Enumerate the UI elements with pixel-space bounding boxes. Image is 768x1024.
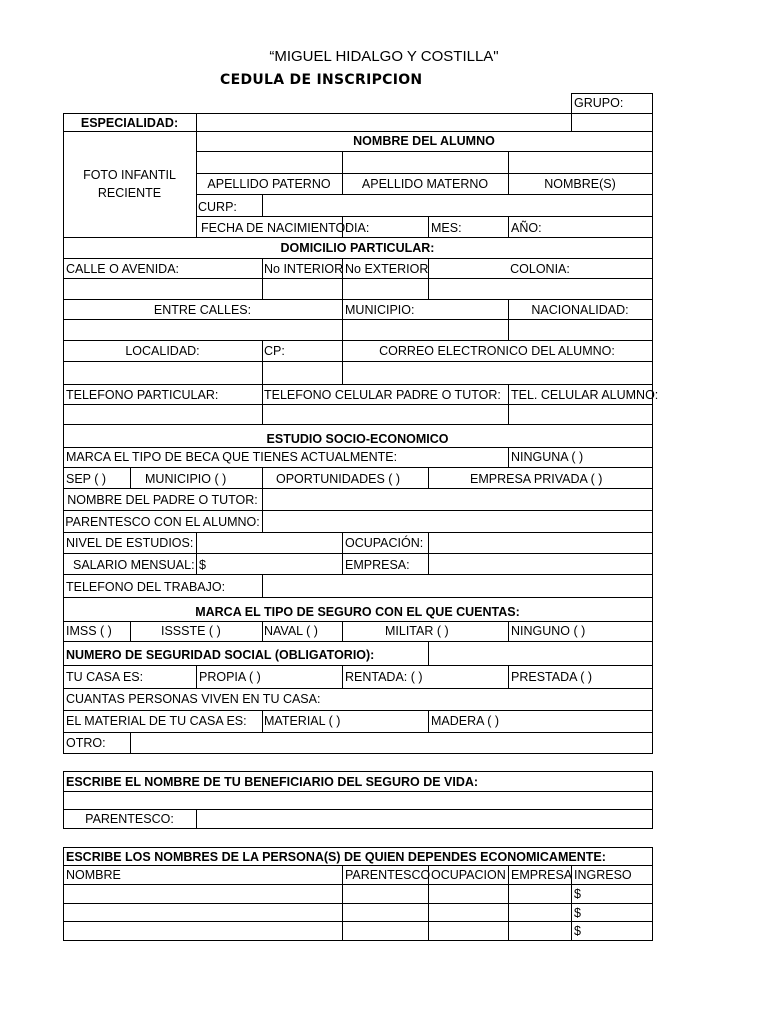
ingreso-cell: $ — [574, 924, 581, 938]
ingreso-cell: $ — [574, 887, 581, 901]
empresa-label: EMPRESA: — [345, 558, 410, 572]
foto-label-line2: RECIENTE — [97, 186, 162, 200]
col-header-parentesco: PARENTESCO — [345, 868, 431, 882]
localidad-label: LOCALIDAD: — [125, 344, 200, 358]
curp-label: CURP: — [198, 200, 237, 214]
ninguna-option[interactable]: NINGUNA ( ) — [511, 450, 584, 464]
no-exterior-label: No EXTERIOR — [345, 262, 429, 276]
grupo-label: GRUPO: — [574, 96, 624, 110]
madera-option[interactable]: MADERA ( ) — [431, 714, 500, 728]
dia-label: DIA: — [345, 221, 370, 235]
empresa-privada-option[interactable]: EMPRESA PRIVADA ( ) — [470, 472, 603, 486]
nombres-label: NOMBRE(S) — [544, 177, 616, 191]
parentesco-label: PARENTESCO: — [85, 812, 174, 826]
seguro-header: MARCA EL TIPO DE SEGURO CON EL QUE CUENTAS: — [195, 605, 520, 619]
municipio-option[interactable]: MUNICIPIO ( ) — [145, 472, 227, 486]
imss-option[interactable]: IMSS ( ) — [66, 624, 112, 638]
col-header-ingreso: INGRESO — [574, 868, 632, 882]
correo-label: CORREO ELECTRONICO DEL ALUMNO: — [379, 344, 615, 358]
col-header-ocupacion: OCUPACION — [431, 868, 506, 882]
ocupacion-label: OCUPACIÓN: — [345, 536, 424, 550]
col-header-empresa: EMPRESA — [511, 868, 573, 882]
anio-label: AÑO: — [511, 221, 542, 235]
salario-dollar: $ — [199, 558, 206, 572]
estudio-header: ESTUDIO SOCIO-ECONOMICO — [266, 432, 449, 446]
tu-casa-label: TU CASA ES: — [66, 670, 144, 684]
mes-label: MES: — [431, 221, 462, 235]
school-name: “MIGUEL HIDALGO Y COSTILLA" — [269, 48, 499, 65]
nacionalidad-label: NACIONALIDAD: — [531, 303, 629, 317]
tel-particular-label: TELEFONO PARTICULAR: — [66, 388, 219, 402]
rentada-option[interactable]: RENTADA: ( ) — [345, 670, 423, 684]
nivel-estudios-label: NIVEL DE ESTUDIOS: — [66, 536, 194, 550]
nombre-padre-label: NOMBRE DEL PADRE O TUTOR: — [67, 493, 258, 507]
cuantas-personas-label: CUANTAS PERSONAS VIVEN EN TU CASA: — [66, 692, 321, 706]
material-option[interactable]: MATERIAL ( ) — [264, 714, 341, 728]
apellido-paterno-label: APELLIDO PATERNO — [207, 177, 331, 191]
form-title: CEDULA DE INSCRIPCION — [220, 72, 423, 88]
prestada-option[interactable]: PRESTADA ( ) — [511, 670, 593, 684]
entre-calles-label: ENTRE CALLES: — [153, 303, 252, 317]
sep-option[interactable]: SEP ( ) — [66, 472, 107, 486]
calle-label: CALLE O AVENIDA: — [66, 262, 180, 276]
tel-celular-padre-label: TELEFONO CELULAR PADRE O TUTOR: — [264, 388, 501, 402]
no-interior-label: No INTERIOR — [264, 262, 344, 276]
especialidad-label: ESPECIALIDAD: — [80, 116, 179, 130]
propia-option[interactable]: PROPIA ( ) — [199, 670, 261, 684]
domicilio-header: DOMICILIO PARTICULAR: — [280, 241, 435, 255]
colonia-label: COLONIA: — [510, 262, 570, 276]
cp-label: CP: — [264, 344, 285, 358]
foto-label-line1: FOTO INFANTIL — [83, 168, 176, 182]
beneficiario-label: ESCRIBE EL NOMBRE DE TU BENEFICIARIO DEL SEGURO DE VIDA: — [66, 775, 479, 789]
tel-celular-alumno-label: TEL. CELULAR ALUMNO: — [511, 388, 659, 402]
municipio-label: MUNICIPIO: — [345, 303, 415, 317]
col-header-nombre: NOMBRE — [66, 868, 121, 882]
otro-label: OTRO: — [66, 736, 106, 750]
oportunidades-option[interactable]: OPORTUNIDADES ( ) — [276, 472, 401, 486]
parentesco-alumno-label: PARENTESCO CON EL ALUMNO: — [65, 515, 260, 529]
apellido-materno-label: APELLIDO MATERNO — [361, 177, 489, 191]
issste-option[interactable]: ISSSTE ( ) — [161, 624, 221, 638]
nombre-alumno-header: NOMBRE DEL ALUMNO — [353, 134, 495, 148]
salario-label: SALARIO MENSUAL: — [73, 558, 195, 572]
nss-label: NUMERO DE SEGURIDAD SOCIAL (OBLIGATORIO): — [66, 648, 375, 662]
tel-trabajo-label: TELEFONO DEL TRABAJO: — [66, 580, 226, 594]
naval-option[interactable]: NAVAL ( ) — [264, 624, 318, 638]
fecha-nacimiento-label: FECHA DE NACIMIENTO: — [201, 221, 349, 235]
ninguno-option[interactable]: NINGUNO ( ) — [511, 624, 586, 638]
ingreso-cell: $ — [574, 906, 581, 920]
material-casa-label: EL MATERIAL DE TU CASA ES: — [66, 714, 247, 728]
militar-option[interactable]: MILITAR ( ) — [385, 624, 449, 638]
marca-beca-label: MARCA EL TIPO DE BECA QUE TIENES ACTUALMENTE: — [66, 450, 398, 464]
dependes-label: ESCRIBE LOS NOMBRES DE LA PERSONA(S) DE QUIEN DEPENDES ECONOMICAMENTE: — [66, 850, 606, 864]
